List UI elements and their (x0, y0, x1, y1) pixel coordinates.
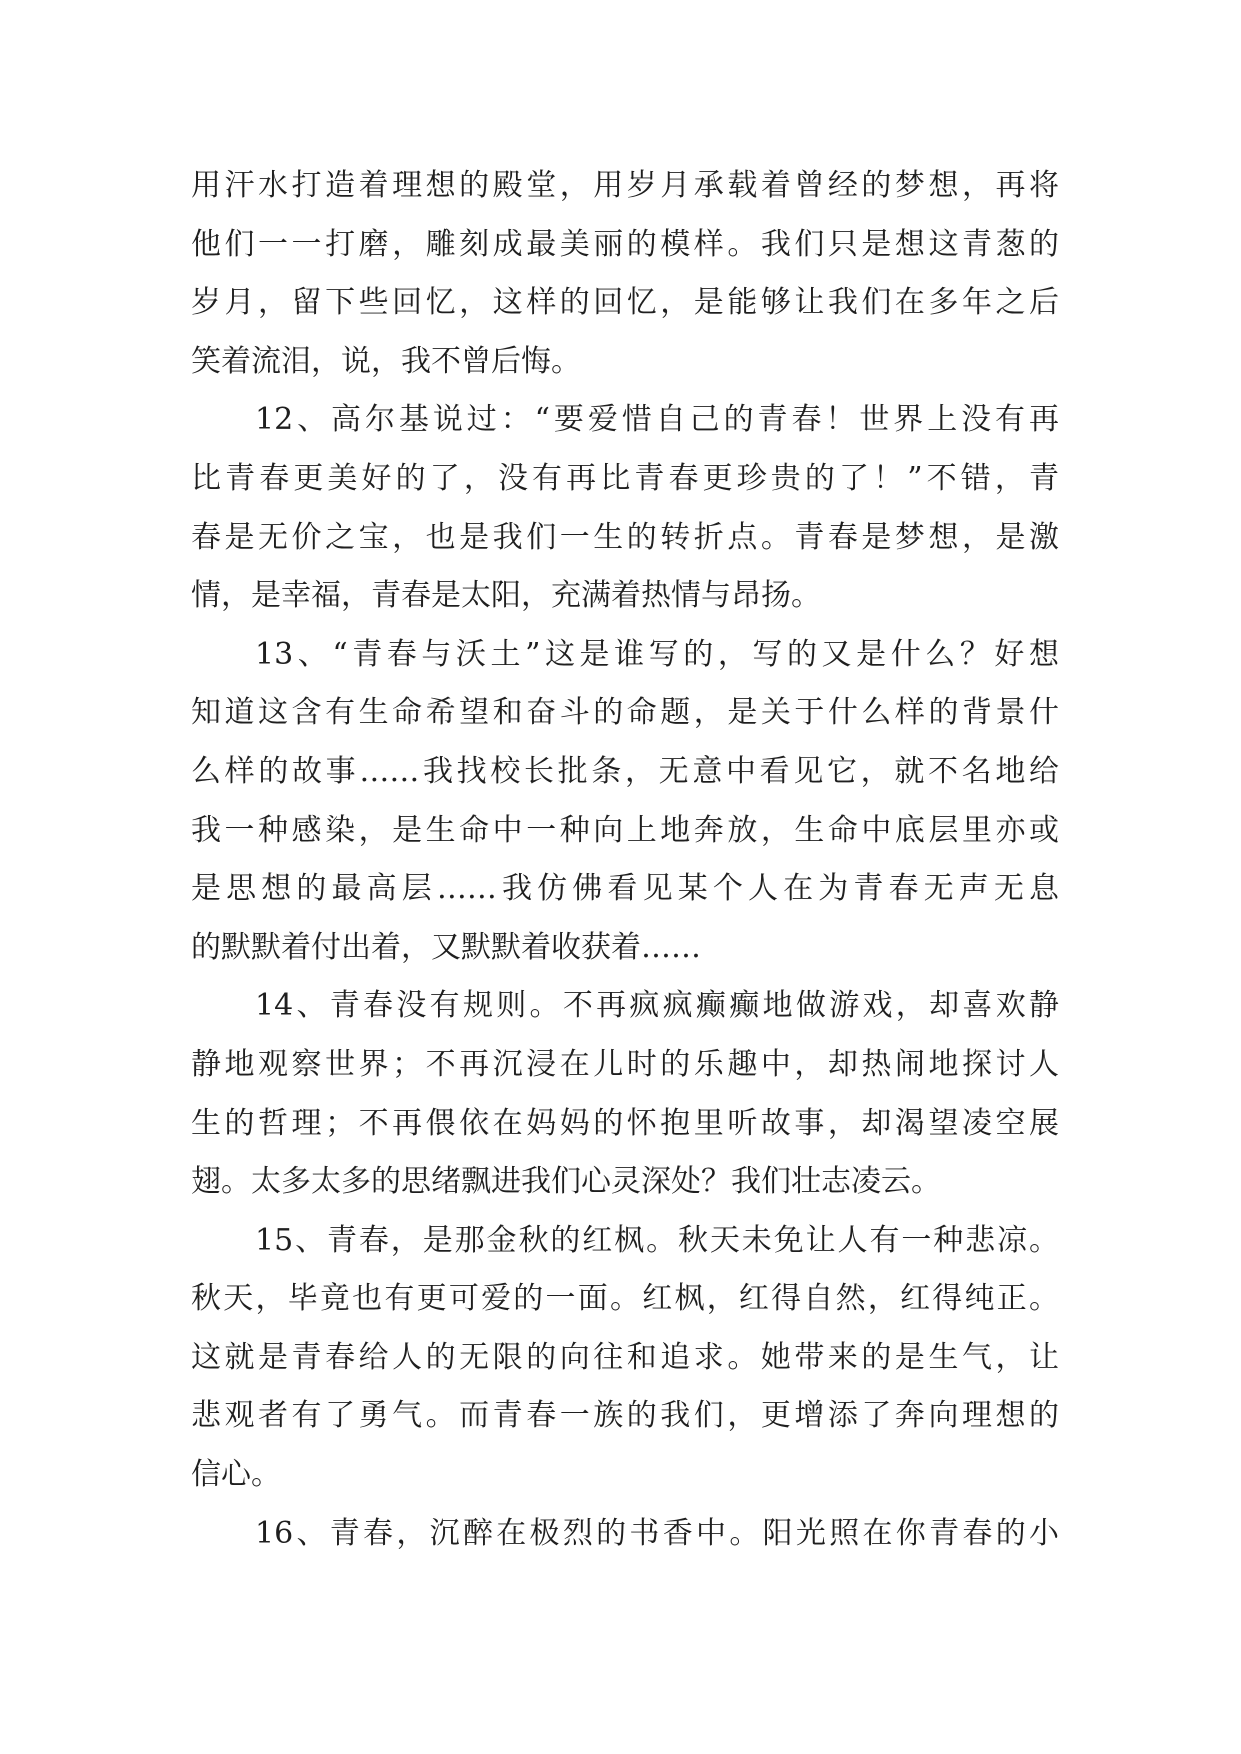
text-line: 信心。 (191, 1457, 281, 1493)
text-line: 春是无价之宝，也是我们一生的转折点。青春是梦想，是激 (191, 519, 1059, 555)
text-line: 我一种感染，是生命中一种向上地奔放，生命中底层里亦或 (191, 812, 1059, 848)
text-line: 比青春更美好的了，没有再比青春更珍贵的了！”不错，青 (191, 460, 1059, 496)
text-line: 用汗水打造着理想的殿堂，用岁月承载着曾经的梦想，再将 (191, 168, 1059, 203)
text-line: 翅。太多太多的思绪飘进我们心灵深处？我们壮志凌云。 (191, 1164, 941, 1200)
text-line: 秋天，毕竟也有更可爱的一面。红枫，红得自然，红得纯正。 (191, 1281, 1059, 1317)
text-line: 这就是青春给人的无限的向往和追求。她带来的是生气，让 (191, 1339, 1059, 1375)
paragraph-16-first-line: 16、青春，沉醉在极烈的书香中。阳光照在你青春的小 (255, 1515, 1059, 1551)
text-line: 岁月，留下些回忆，这样的回忆，是能够让我们在多年之后 (191, 285, 1059, 321)
paragraph-15-first-line: 15、青春，是那金秋的红枫。秋天未免让人有一种悲凉。 (255, 1222, 1059, 1258)
text-line: 情，是幸福，青春是太阳，充满着热情与昂扬。 (191, 578, 821, 614)
paragraph-13-first-line: 13、“青春与沃土”这是谁写的，写的又是什么？好想 (255, 636, 1059, 672)
body-text (191, 157, 1059, 1563)
text-line: 的默默着付出着，又默默着收获着…… (191, 929, 701, 965)
paragraph-14-first-line: 14、青春没有规则。不再疯疯癫癫地做游戏，却喜欢静 (255, 988, 1059, 1024)
text-line: 他们一一打磨，雕刻成最美丽的模样。我们只是想这青葱的 (191, 226, 1059, 262)
paragraph-12-first-line: 12、高尔基说过：“要爱惜自己的青春！世界上没有再 (255, 402, 1059, 438)
text-line: 是思想的最高层……我仿佛看见某个人在为青春无声无息 (191, 871, 1059, 907)
text-line: 么样的故事……我找校长批条，无意中看见它，就不名地给 (191, 753, 1059, 789)
text-line: 静地观察世界；不再沉浸在儿时的乐趣中，却热闹地探讨人 (191, 1046, 1059, 1082)
text-line: 悲观者有了勇气。而青春一族的我们，更增添了奔向理想的 (191, 1398, 1059, 1434)
text-line: 知道这含有生命希望和奋斗的命题，是关于什么样的背景什 (191, 695, 1059, 731)
text-line: 笑着流泪，说，我不曾后悔。 (191, 343, 581, 379)
text-line: 生的哲理；不再偎依在妈妈的怀抱里听故事，却渴望凌空展 (191, 1105, 1059, 1141)
